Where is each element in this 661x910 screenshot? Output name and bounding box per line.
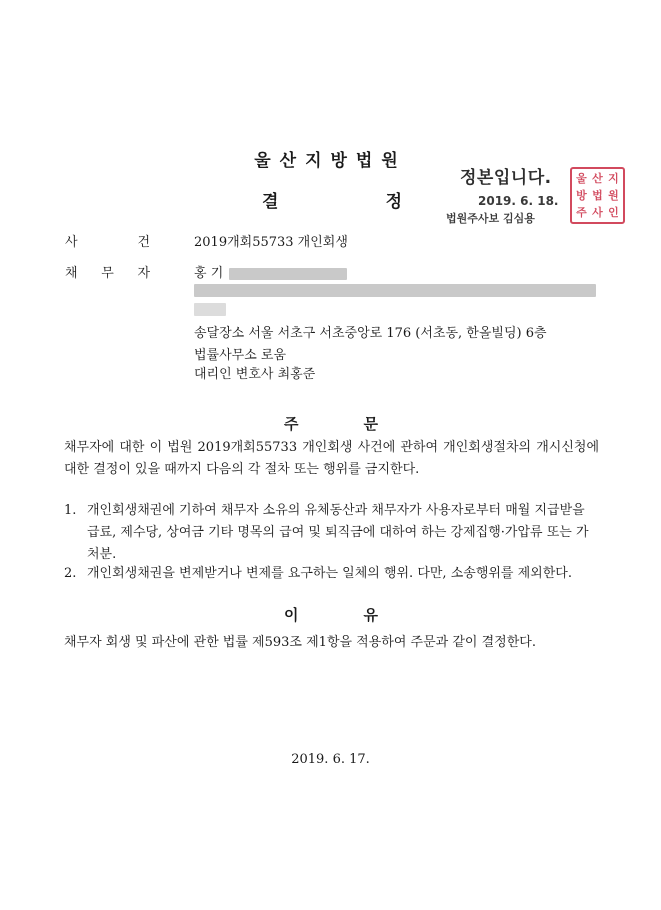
doc-type-char: 결	[262, 192, 279, 212]
debtor-name-visible: 홍 기	[194, 266, 224, 281]
order-item-text: 개인회생채권에 기하여 채무자 소유의 유체동산과 채무자가 사용자로부터 매월 지급받을 급료, 제수당, 상여금 기타 명목의 급여 및 퇴직금에 대하여 하는 강제집행·가압류 또는 가처분.	[87, 503, 589, 562]
order-item-text: 개인회생채권을 변제받거나 변제를 요구하는 일체의 행위. 다만, 소송행위를 제외한다.	[87, 566, 572, 581]
certification-date: 2019. 6. 18.	[478, 194, 559, 208]
case-label-char: 건	[137, 235, 150, 250]
debtor-label-char: 채	[65, 266, 78, 281]
order-item-number: 1.	[64, 503, 77, 518]
document-type	[262, 187, 402, 212]
order-heading-char: 주	[284, 415, 299, 433]
order-item	[64, 563, 599, 585]
seal-char: 방	[576, 188, 587, 202]
service-address: 송달장소 서울 서초구 서초중앙로 176 (서초동, 한올빌딩) 6층	[194, 326, 547, 341]
seal-char: 지	[608, 172, 619, 186]
debtor-label-char: 무	[101, 266, 114, 281]
order-heading-char: 문	[363, 415, 378, 433]
seal-char: 원	[608, 188, 619, 202]
redacted-block	[194, 284, 596, 297]
reason-heading-char: 유	[363, 606, 378, 624]
case-label-char: 사	[65, 235, 78, 250]
case-number: 2019개회55733 개인회생	[194, 235, 348, 250]
order-intro: 채무자에 대한 이 법원 2019개회55733 개인회생 사건에 관하여 개인회생절차의 개시신청에 대한 결정이 있을 때까지 다음의 각 절차 또는 행위를 금지한다.	[64, 440, 599, 477]
reason-text: 채무자 회생 및 파산에 관한 법률 제593조 제1항을 적용하여 주문과 같이 결정한다.	[64, 635, 536, 650]
debtor-name	[194, 262, 347, 281]
decision-date: 2019. 6. 17.	[291, 752, 370, 767]
reason-heading-char: 이	[284, 606, 299, 624]
law-firm: 법률사무소 로움	[194, 348, 287, 363]
order-heading	[284, 413, 378, 434]
seal-char: 주	[576, 205, 587, 219]
seal-char: 인	[608, 205, 619, 219]
seal-char: 울	[576, 172, 587, 186]
case-label	[65, 231, 150, 250]
reason-heading	[284, 604, 378, 625]
redacted-block	[229, 268, 347, 280]
debtor-agent: 대리인 변호사 최홍준	[194, 367, 316, 382]
redacted-address	[194, 284, 596, 316]
seal-char: 사	[592, 205, 603, 219]
redacted-block	[194, 303, 226, 316]
court-name: 울산지방법원	[254, 151, 407, 171]
certified-copy-stamp: 정본입니다.	[460, 168, 552, 188]
debtor-label	[65, 262, 150, 281]
court-clerk: 법원주사보 김심용	[446, 212, 535, 225]
order-item-number: 2.	[64, 566, 77, 581]
debtor-label-char: 자	[137, 266, 150, 281]
seal-char: 산	[592, 172, 603, 186]
seal-char: 법	[592, 188, 603, 202]
court-seal-icon	[570, 167, 625, 224]
doc-type-char: 정	[385, 192, 402, 212]
order-item	[64, 500, 599, 566]
